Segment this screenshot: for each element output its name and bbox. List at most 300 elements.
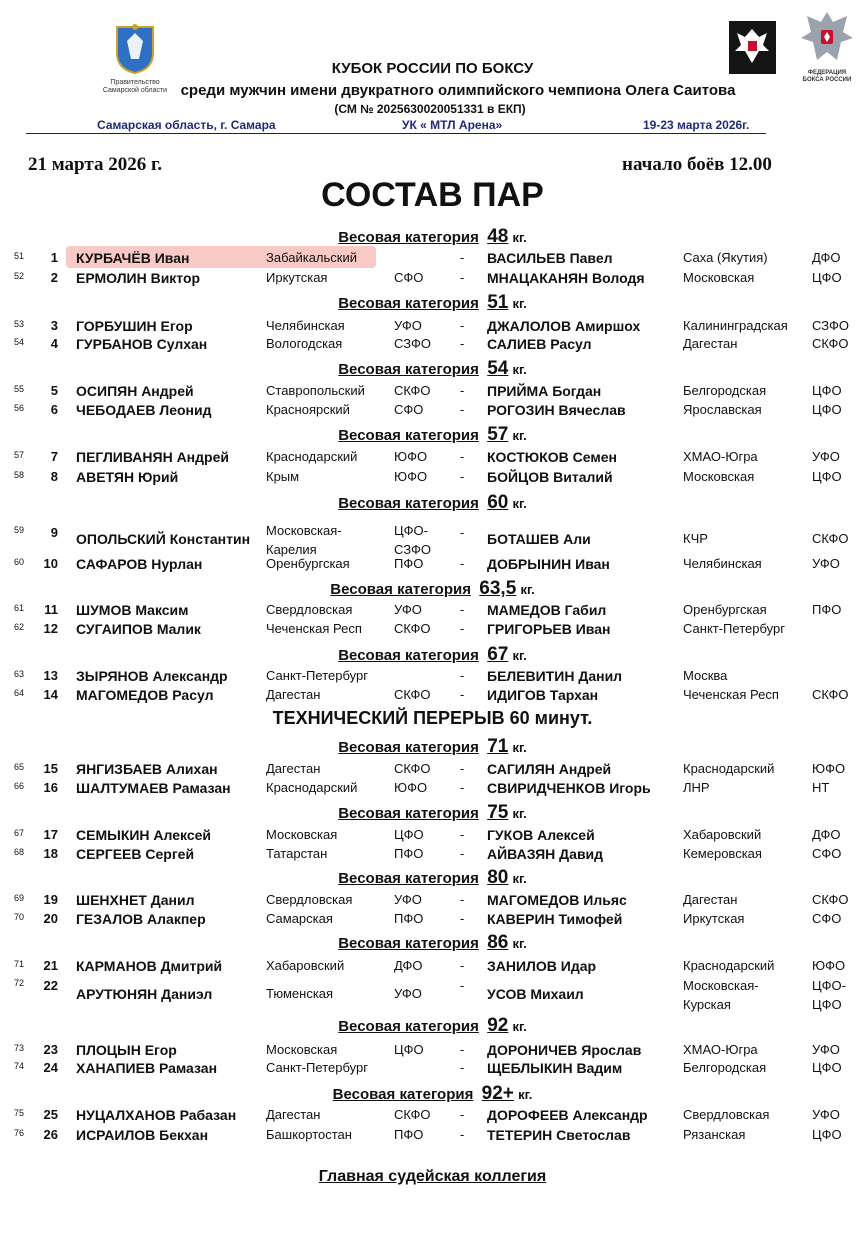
weight-unit: кг.	[512, 428, 527, 443]
pair-row	[0, 687, 865, 706]
boxer-red-district: ПФО	[394, 556, 424, 571]
boxer-blue-name: ДОРОНИЧЕВ Ярослав	[487, 1042, 642, 1058]
boxer-blue-region: Московская	[683, 469, 755, 484]
weight-category-heading	[0, 644, 865, 666]
pair-row	[0, 250, 865, 269]
boxer-blue-district: УФО	[812, 1107, 840, 1122]
start-time: начало боёв 12.00	[622, 154, 772, 175]
boxer-red-name: ОПОЛЬСКИЙ Константин	[76, 531, 251, 547]
pair-number: 23	[43, 1042, 58, 1057]
weight-unit: кг.	[512, 362, 527, 377]
boxer-red-name: ЕРМОЛИН Виктор	[76, 270, 201, 286]
versus-dash: -	[460, 668, 465, 683]
boxer-red-region: Чеченская Респ	[266, 621, 362, 636]
pair-number: 13	[43, 668, 58, 683]
boxer-red-region: Санкт-Петербург	[266, 1060, 368, 1075]
boxer-blue-district: СКФО	[812, 531, 849, 546]
weight-value: 60	[487, 492, 509, 513]
pair-number: 5	[50, 383, 58, 398]
event-location: Самарская область, г. Самара	[97, 118, 276, 132]
weight-category-label: Весовая категория	[338, 739, 479, 756]
boxer-blue-district: СФО	[812, 911, 842, 926]
weight-value: 48	[487, 226, 509, 247]
boxer-blue-district: ЦФО	[812, 1060, 842, 1075]
boxer-blue-name: БОЙЦОВ Виталий	[487, 469, 613, 485]
boxer-blue-region: Белгородская	[683, 1060, 767, 1075]
boxer-blue-name: МАМЕДОВ Габил	[487, 602, 607, 618]
weight-category-label: Весовая категория	[338, 361, 479, 378]
bout-index: 76	[14, 1128, 25, 1138]
boxer-blue-name: БЕЛЕВИТИН Данил	[487, 668, 623, 684]
weight-category-label: Весовая категория	[338, 870, 479, 887]
versus-dash: -	[460, 383, 465, 398]
bout-index: 60	[14, 557, 25, 567]
boxer-blue-district: СКФО	[812, 687, 849, 702]
bout-index: 73	[14, 1043, 25, 1053]
weight-category-label: Весовая категория	[338, 495, 479, 512]
versus-dash: -	[460, 1107, 465, 1122]
boxer-red-district: СКФО	[394, 687, 431, 702]
pair-number: 9	[50, 525, 58, 540]
boxer-red-region: Дагестан	[266, 761, 321, 776]
pair-number: 20	[43, 911, 58, 926]
versus-dash: -	[460, 687, 465, 702]
boxer-red-name: АВЕТЯН Юрий	[76, 469, 179, 485]
boxer-red-region: Свердловская	[266, 892, 353, 907]
pair-number: 1	[50, 250, 58, 265]
judges-panel-heading: Главная судейская коллегия	[318, 1168, 547, 1185]
bout-index: 58	[14, 470, 25, 480]
boxer-red-name: ХАНАПИЕВ Рамазан	[76, 1060, 218, 1076]
boxer-red-name: ЧЕБОДАЕВ Леонид	[76, 402, 212, 418]
boxer-red-region: Свердловская	[266, 602, 353, 617]
weight-unit: кг.	[512, 740, 527, 755]
boxer-blue-name: ЩЕБЛЫКИН Вадим	[487, 1060, 623, 1076]
boxer-red-district: СКФО	[394, 383, 431, 398]
pair-number: 21	[43, 958, 58, 973]
bout-index: 72	[14, 978, 25, 988]
event-venue: УК « МТЛ Арена»	[402, 118, 503, 132]
ekp-number: (СМ № 2025630020051331 в ЕКП)	[334, 102, 526, 116]
weight-value: 67	[487, 644, 509, 665]
weight-category-label: Весовая категория	[332, 1086, 474, 1103]
pair-row	[0, 978, 865, 1012]
boxer-red-district: ЮФО	[394, 780, 428, 795]
weight-value: 51	[487, 292, 509, 313]
versus-dash: -	[460, 270, 465, 285]
technical-break: ТЕХНИЧЕСКИЙ ПЕРЕРЫВ 60 минут.	[272, 708, 593, 728]
weight-category-label: Весовая категория	[338, 427, 479, 444]
pair-number: 7	[50, 449, 58, 464]
boxer-red-district: ПФО	[394, 846, 424, 861]
boxer-blue-region: Дагестан	[683, 892, 738, 907]
cup-subtitle: среди мужчин имени двукратного олимпийского чемпиона Олега Саитова	[180, 82, 736, 99]
boxer-red-district: СЗФО	[394, 336, 431, 351]
boxer-blue-district: ЦФО	[812, 402, 842, 417]
weight-value: 80	[487, 867, 509, 888]
boxer-red-region: Дагестан	[266, 687, 321, 702]
weight-category-label: Весовая категория	[338, 647, 479, 664]
pair-number: 10	[43, 556, 58, 571]
boxer-red-name: ОСИПЯН Андрей	[76, 383, 194, 399]
pair-row	[0, 827, 865, 846]
boxer-blue-region: Московская	[683, 270, 755, 285]
weight-category-heading	[0, 1083, 865, 1105]
boxer-red-district: СКФО	[394, 1107, 431, 1122]
versus-dash: -	[460, 602, 465, 617]
versus-dash: -	[460, 978, 465, 993]
boxer-red-name: ШАЛТУМАЕВ Рамазан	[76, 780, 231, 796]
boxer-blue-district: СФО	[812, 846, 842, 861]
weight-value: 57	[487, 424, 509, 445]
bout-index: 66	[14, 781, 25, 791]
boxer-blue-name: САГИЛЯН Андрей	[487, 761, 612, 777]
boxer-red-region: Красноярский	[266, 402, 350, 417]
pair-number: 12	[43, 621, 58, 636]
pair-number: 8	[50, 469, 58, 484]
boxer-blue-region: Оренбургская	[683, 602, 767, 617]
boxer-blue-name: ДОБРЫНИН Иван	[487, 556, 610, 572]
boxer-red-district: ЮФО	[394, 469, 428, 484]
versus-dash: -	[460, 621, 465, 636]
boxer-blue-region: Саха (Якутия)	[683, 250, 768, 265]
boxer-blue-name: ДЖАЛОЛОВ Амиршох	[487, 318, 641, 334]
boxer-blue-region: ХМАО-Югра	[683, 449, 758, 464]
bout-index: 70	[14, 912, 25, 922]
weight-value: 54	[487, 358, 509, 379]
boxer-blue-name: ГУКОВ Алексей	[487, 827, 595, 843]
boxer-red-district: СФО	[394, 402, 424, 417]
boxer-red-name: СУГАИПОВ Малик	[76, 621, 201, 637]
boxer-blue-name: ПРИЙМА Богдан	[487, 383, 602, 399]
boxer-red-name: КАРМАНОВ Дмитрий	[76, 958, 223, 974]
versus-dash: -	[460, 556, 465, 571]
boxer-red-name: НУЦАЛХАНОВ Рабазан	[76, 1107, 237, 1123]
boxer-blue-district: УФО	[812, 1042, 840, 1057]
boxer-red-name: ГОРБУШИН Егор	[76, 318, 193, 334]
versus-dash: -	[460, 827, 465, 842]
bout-date: 21 марта 2026 г.	[28, 154, 163, 175]
boxer-red-region: Ставропольский	[266, 383, 365, 398]
boxer-red-district: УФО	[394, 602, 422, 617]
weight-unit: кг.	[512, 648, 527, 663]
boxer-red-name: СЕМЫКИН Алексей	[76, 827, 212, 843]
versus-dash: -	[460, 1042, 465, 1057]
boxer-blue-district: ЦФО	[812, 383, 842, 398]
pair-row	[0, 469, 865, 488]
versus-dash: -	[460, 892, 465, 907]
boxer-blue-name: ТЕТЕРИН Светослав	[487, 1127, 631, 1143]
pair-row	[0, 621, 865, 640]
boxer-blue-district: УФО	[812, 449, 840, 464]
event-dates: 19-23 марта 2026г.	[643, 118, 750, 132]
bout-index: 57	[14, 450, 25, 460]
boxer-red-region: Татарстан	[266, 846, 328, 861]
pair-row	[0, 1107, 865, 1126]
weight-unit: кг.	[512, 1019, 527, 1034]
boxer-blue-district: ПФО	[812, 602, 842, 617]
versus-dash: -	[460, 780, 465, 795]
boxer-blue-region: ЛНР	[683, 780, 710, 795]
pair-row	[0, 1127, 865, 1146]
pair-row	[0, 270, 865, 289]
pair-number: 25	[43, 1107, 58, 1122]
boxer-blue-region: Калининградская	[683, 318, 788, 333]
boxer-red-region: Челябинская	[266, 318, 345, 333]
boxer-blue-district: УФО	[812, 556, 840, 571]
boxer-red-district: УФО	[394, 892, 422, 907]
boxer-blue-region: КЧР	[683, 531, 708, 546]
boxer-red-name: МАГОМЕДОВ Расул	[76, 687, 214, 703]
boxer-red-name: ИСРАИЛОВ Бекхан	[76, 1127, 209, 1143]
boxer-blue-region: ХМАО-Югра	[683, 1042, 758, 1057]
boxer-red-region: Тюменская	[266, 986, 334, 1001]
versus-dash: -	[460, 318, 465, 333]
weight-unit: кг.	[512, 296, 527, 311]
versus-dash: -	[460, 1060, 465, 1075]
versus-dash: -	[460, 911, 465, 926]
boxer-blue-region: Белгородская	[683, 383, 767, 398]
pair-number: 26	[43, 1127, 58, 1142]
pair-row	[0, 911, 865, 930]
pair-number: 16	[43, 780, 58, 795]
boxer-red-name: АРУТЮНЯН Даниэл	[76, 986, 213, 1002]
boxer-blue-region: Краснодарский	[683, 761, 775, 776]
weight-category-heading	[0, 932, 865, 954]
weight-category-heading	[0, 802, 865, 824]
boxer-blue-district: ЮФО	[812, 761, 846, 776]
boxer-blue-region: Санкт-Петербург	[683, 621, 785, 636]
pair-row	[0, 668, 865, 687]
boxer-blue-district: ДФО	[812, 827, 841, 842]
boxer-blue-district: ЮФО	[812, 958, 846, 973]
pair-row	[0, 780, 865, 799]
boxer-blue-name: РОГОЗИН Вячеслав	[487, 402, 626, 418]
boxer-red-region: Забайкальский	[266, 250, 357, 265]
versus-dash: -	[460, 1127, 465, 1142]
boxer-blue-region: Кемеровская	[683, 846, 762, 861]
bout-index: 64	[14, 688, 25, 698]
boxer-blue-name: БОТАШЕВ Али	[487, 531, 591, 547]
boxer-blue-name: АЙВАЗЯН Давид	[487, 846, 604, 862]
bout-index: 63	[14, 669, 25, 679]
bout-index: 61	[14, 603, 25, 613]
weight-unit: кг.	[518, 1087, 533, 1102]
boxer-red-district: СФО	[394, 270, 424, 285]
boxer-red-region: Московская	[266, 827, 338, 842]
pair-number: 17	[43, 827, 58, 842]
boxer-blue-name: МНАЦАКАНЯН Володя	[487, 270, 645, 286]
boxer-red-region: Московская	[266, 1042, 338, 1057]
weight-value: 75	[487, 802, 509, 823]
boxer-blue-district: НТ	[812, 780, 830, 795]
pair-number: 19	[43, 892, 58, 907]
boxer-blue-district: ДФО	[812, 250, 841, 265]
bout-index: 65	[14, 762, 25, 772]
boxer-red-district: ПФО	[394, 1127, 424, 1142]
boxer-blue-name: ГРИГОРЬЕВ Иван	[487, 621, 611, 637]
pair-row	[0, 449, 865, 468]
weight-category-heading	[0, 736, 865, 758]
samara-region-logo	[100, 18, 170, 98]
boxer-blue-name: МАГОМЕДОВ Ильяс	[487, 892, 627, 908]
boxer-red-region: Краснодарский	[266, 780, 358, 795]
boxer-red-name: ГЕЗАЛОВ Алакпер	[76, 911, 206, 927]
versus-dash: -	[460, 449, 465, 464]
boxer-red-district: УФО	[394, 318, 422, 333]
boxer-blue-name: СВИРИДЧЕНКОВ Игорь	[487, 780, 651, 796]
versus-dash: -	[460, 958, 465, 973]
weight-category-label: Весовая категория	[338, 1018, 479, 1035]
boxer-blue-name: ИДИГОВ Тархан	[487, 687, 599, 703]
pair-row	[0, 846, 865, 865]
pair-number: 24	[43, 1060, 58, 1075]
pair-number: 14	[43, 687, 58, 702]
bout-index: 69	[14, 893, 25, 903]
weight-category-label: Весовая категория	[338, 935, 479, 952]
bout-index: 75	[14, 1108, 25, 1118]
pair-number: 15	[43, 761, 58, 776]
weight-unit: кг.	[512, 806, 527, 821]
boxer-red-name: ГУРБАНОВ Сулхан	[76, 336, 208, 352]
boxer-red-name: ЯНГИЗБАЕВ Алихан	[76, 761, 218, 777]
boxer-red-district: ЦФО	[394, 1042, 424, 1057]
pair-number: 11	[44, 602, 58, 617]
weight-category-heading	[0, 867, 865, 889]
boxer-red-name: ПЕГЛИВАНЯН Андрей	[76, 449, 229, 465]
versus-dash: -	[460, 846, 465, 861]
boxer-red-region: Самарская	[266, 911, 333, 926]
bout-index: 56	[14, 403, 25, 413]
versus-dash: -	[460, 469, 465, 484]
boxer-red-district: ПФО	[394, 911, 424, 926]
weight-category-heading	[0, 492, 865, 514]
boxer-blue-district: ЦФО	[812, 270, 842, 285]
pair-row	[0, 1042, 865, 1061]
versus-dash: -	[460, 402, 465, 417]
pair-number: 2	[50, 270, 58, 285]
boxer-blue-name: САЛИЕВ Расул	[487, 336, 592, 352]
boxer-blue-region: Чеченская Респ	[683, 687, 779, 702]
boxer-blue-district: ЦФО	[812, 469, 842, 484]
pair-row	[0, 556, 865, 575]
boxer-blue-region: Московская- Курская	[683, 978, 759, 1012]
pair-row	[0, 892, 865, 911]
weight-category-heading	[0, 292, 865, 314]
boxer-red-region: Иркутская	[266, 270, 328, 285]
boxer-blue-region: Челябинская	[683, 556, 762, 571]
boxer-blue-region: Дагестан	[683, 336, 738, 351]
pair-row	[0, 336, 865, 355]
logo-caption: ФЕДЕРАЦИЯ БОКСА РОССИИ	[802, 70, 852, 83]
bout-index: 71	[14, 959, 25, 969]
weight-category-label: Весовая категория	[338, 805, 479, 822]
boxer-red-district: ЦФО- СЗФО	[394, 523, 431, 557]
pair-number: 18	[43, 846, 58, 861]
boxer-red-name: ШЕНХНЕТ Данил	[76, 892, 195, 908]
boxer-blue-name: УСОВ Михаил	[487, 986, 584, 1002]
weight-value: 63,5	[479, 578, 517, 599]
boxer-red-district: СКФО	[394, 621, 431, 636]
weight-unit: кг.	[520, 582, 535, 597]
bout-index: 54	[14, 337, 25, 347]
pair-number: 22	[43, 978, 58, 993]
boxer-blue-name: ВАСИЛЬЕВ Павел	[487, 250, 613, 266]
weight-category-heading	[0, 1015, 865, 1037]
weight-category-label: Весовая категория	[338, 229, 479, 246]
weight-unit: кг.	[512, 230, 527, 245]
boxer-blue-district: СКФО	[812, 892, 849, 907]
bout-index: 52	[14, 271, 25, 281]
boxer-red-region: Крым	[266, 469, 300, 484]
pair-row	[0, 602, 865, 621]
bout-index: 51	[14, 251, 25, 261]
boxer-red-district: ЮФО	[394, 449, 428, 464]
boxer-blue-region: Хабаровский	[683, 827, 762, 842]
boxer-blue-region: Рязанская	[683, 1127, 746, 1142]
boxer-blue-name: ДОРОФЕЕВ Александр	[487, 1107, 648, 1123]
weight-category-heading	[0, 424, 865, 446]
boxer-red-district: СКФО	[394, 761, 431, 776]
boxer-blue-district: СЗФО	[812, 318, 849, 333]
weight-category-heading	[0, 226, 865, 248]
boxer-red-region: Оренбургская	[266, 556, 350, 571]
bout-index: 67	[14, 828, 25, 838]
weight-category-label: Весовая категория	[330, 581, 471, 598]
bout-index: 62	[14, 622, 25, 632]
boxer-blue-region: Иркутская	[683, 911, 745, 926]
pair-row	[0, 523, 865, 557]
boxer-red-region: Вологодская	[266, 336, 343, 351]
page-title: СОСТАВ ПАР	[321, 176, 544, 214]
boxer-red-district: ДФО	[394, 958, 423, 973]
weight-category-heading	[0, 578, 865, 600]
pair-row	[0, 402, 865, 421]
pair-number: 3	[50, 318, 58, 333]
pair-row	[0, 318, 865, 337]
weight-value: 92	[487, 1015, 509, 1036]
pair-number: 4	[50, 336, 58, 351]
bout-index: 55	[14, 384, 25, 394]
versus-dash: -	[460, 336, 465, 351]
bout-index: 68	[14, 847, 25, 857]
boxer-red-region: Краснодарский	[266, 449, 358, 464]
boxer-red-region: Хабаровский	[266, 958, 345, 973]
boxer-blue-region: Свердловская	[683, 1107, 770, 1122]
boxer-red-region: Санкт-Петербург	[266, 668, 368, 683]
versus-dash: -	[460, 525, 465, 540]
boxer-red-region: Башкортостан	[266, 1127, 352, 1142]
boxer-blue-district: СКФО	[812, 336, 849, 351]
boxer-red-district: УФО	[394, 986, 422, 1001]
boxer-red-name: ШУМОВ Максим	[76, 602, 189, 618]
weight-value: 92+	[481, 1083, 514, 1104]
bout-index: 59	[14, 525, 25, 535]
boxer-red-region: Московская- Карелия	[266, 523, 342, 557]
cup-title: КУБОК РОССИИ ПО БОКСУ	[331, 60, 534, 77]
boxer-red-name: КУРБАЧЁВ Иван	[76, 250, 190, 266]
boxer-blue-district: ЦФО- ЦФО	[812, 978, 846, 1012]
boxer-blue-district: ЦФО	[812, 1127, 842, 1142]
weight-unit: кг.	[512, 871, 527, 886]
boxer-blue-name: КОСТЮКОВ Семен	[487, 449, 617, 465]
weight-category-label: Весовая категория	[338, 295, 479, 312]
boxer-blue-name: КАВЕРИН Тимофей	[487, 911, 623, 927]
bout-index: 74	[14, 1061, 25, 1071]
weight-unit: кг.	[512, 496, 527, 511]
boxer-red-district: ЦФО	[394, 827, 424, 842]
boxer-blue-region: Ярославская	[683, 402, 762, 417]
